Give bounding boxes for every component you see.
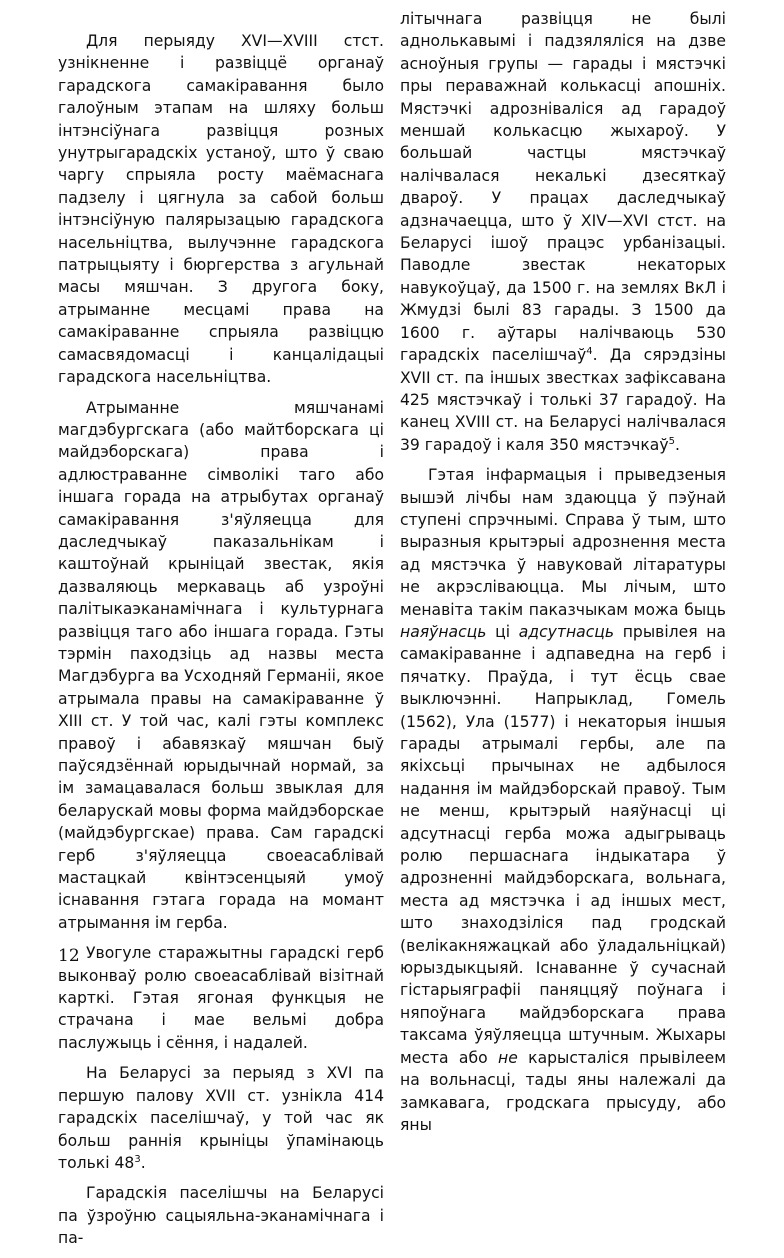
- paragraph-text: Гэтая інфармацыя і прыведзеныя вышэй лічбы нам здаюцца ў пэўнай ступені спрэчнымі. Справа ў тым, што выразныя крытэрыі адрознення места ад мястэчка ў навуковай літаратуры не акрэсліваюцца. Мы лічым, што менавіта такім паказчыкам можа быць: [400, 466, 726, 619]
- italic-term: не: [498, 1048, 518, 1067]
- paragraph: Гарадскія паселішчы на Беларусі па ўзроўню сацыяльна-эканамічнага і па-: [58, 1184, 384, 1248]
- paragraph-text: .: [674, 435, 680, 454]
- paragraph: Увогуле старажытны гарадскі герб выконваў ролю своеасаблівай візітнай карткі. Гэтая ягоная функцыя не страчана і мае вельмі добра паслужыць і сёння, і надалей.: [58, 944, 384, 1052]
- paragraph-text: На Беларусі за перыяд з XVI па першую палову XVII ст. узнікла 414 гарадскіх паселішчаў, у той час як больш раннія крыніцы ўпамінаюць толькі 48: [58, 1064, 384, 1172]
- paragraph-text: літычнага развіцця не былі аднолькавымі і падзяляліся на дзве асноўныя групы — гарады і мястэчкі пры пераважнай колькасці апошніх. Мястэчкі адрозніваліся ад гарадоў меншай колькасцю жыхароў. У большай частцы мястэчкаў налічвалася некалькі дзесяткаў двароў. У працах даследчыкаў адзначаецца, што ў XIV—XVI стст. на Беларусі ішоў працэс урбанізацыі. Паводле звестак некаторых навукоўцаў, да 1500 г. на землях ВкЛ і Жмудзі былі 83 гарады. З 1500 да 1600 г. аўтары налічваюць 530 гарадскіх паселішчаў: [400, 10, 726, 365]
- paragraph: [58, 1062, 384, 1174]
- paragraph: Для перыяду XVI—XVIII стст. узнікненне і развіццё органаў гарадскога самакіравання было галоўным этапам на шляху больш інтэнсіўнага развіцця розных унутрыгарадскіх устаноў, што ў сваю чаргу спрыяла росту маёмаснага падзелу і цягнула за сабой больш інтэнсіўную палярызацыю гарадскога насельніцтва, вылучэнне гарадскога патрыцыяту і бюргерства з агульнай масы мяшчан. З другога боку, атрыманне месцамі права на самакіраванне спрыяла развіццю самасвядомасці і канцалідацыі гарадскога насельніцтва.: [58, 32, 384, 387]
- paragraph-text: прывілея на самакіраванне і адпаведна на герб і пячатку. Праўда, і тут ёсць свае выключэнні. Напрыклад, Гомель (1562), Ула (1577) і некаторыя іншыя гарады атрымалі гербы, але па якіхсьці прычынах не адбылося надання ім майдэборскай правоў. Тым не менш, крытэрый наяўнасці ці адсутнасці герба можа адыгрываць ролю першаснага індыкатара ў адрозненні майдэборскага, вольнага, места ад мястэчка і ад іншых мест, што знаходзіліся пад гродскай (велікакняжацкай або ўладальніцкай) юрыздыкцыяй. Існаванне ў сучаснай гістарыяграфіі паняццяў поўнага і няпоўнага майдэборскага права таксама ўяўляецца штучным. Жыхары места або: [400, 622, 726, 1067]
- paragraph: [400, 464, 726, 1136]
- footnote-marker: 4: [586, 345, 593, 357]
- paragraph-text: ці: [486, 622, 519, 641]
- paragraph-continued: [400, 8, 726, 456]
- page-number: 12: [58, 946, 80, 966]
- italic-term: адсутнасць: [518, 622, 615, 641]
- footnote-marker: 5: [668, 435, 675, 447]
- left-text-column: [58, 30, 384, 1258]
- italic-term: наяўнасць: [400, 622, 487, 641]
- right-text-column: [400, 8, 726, 1144]
- paragraph-text: . Да сярэдзіны XVII ст. па іншых звестках зафіксавана 425 мястэчкаў і толькі 37 гарадоў. На канец XVIII ст. на Беларусі налічвалася 39 гарадоў і каля 350 мястэчкаў: [400, 346, 726, 454]
- paragraph-text: карысталіся прывілеем на вольнасці, тады яны належалі да замкавага, гродскага прысуду, або яны: [400, 1048, 726, 1134]
- footnote-marker: 3: [134, 1153, 141, 1165]
- paragraph: Атрыманне мяшчанамі магдэбургскага (або майтборскага ці майдэборскага) права і адлюстраванне сімволікі таго або іншага горада на атрыбутах органаў самакіравання з'яўляецца для даследчыкаў паказальнікам і каштоўнай крыніцай звестак, якія дазваляюць меркаваць аб узроўні палітыкаэканамічнага і культурнага развіцця таго або іншага горада. Гэты тэрмін паходзіць ад назвы места Магдэбурга ва Усходняй Германіі, якое атрымала правы на самакіраванне ў XIII ст. У той час, калі гэты комплекс правоў і абавязкаў мяшчан быў паўсядзённай юрыдычнай нормай, за ім замацавалася больш звыклая для беларускай мовы форма майдэборскае (майдэбургскае) права. Сам гарадскі герб з'яўляецца своеасаблівай мастацкай квінтэсенцыяй умоў існавання гэтага горада на момант атрымання ім герба.: [58, 398, 384, 932]
- paragraph-text: .: [140, 1153, 146, 1172]
